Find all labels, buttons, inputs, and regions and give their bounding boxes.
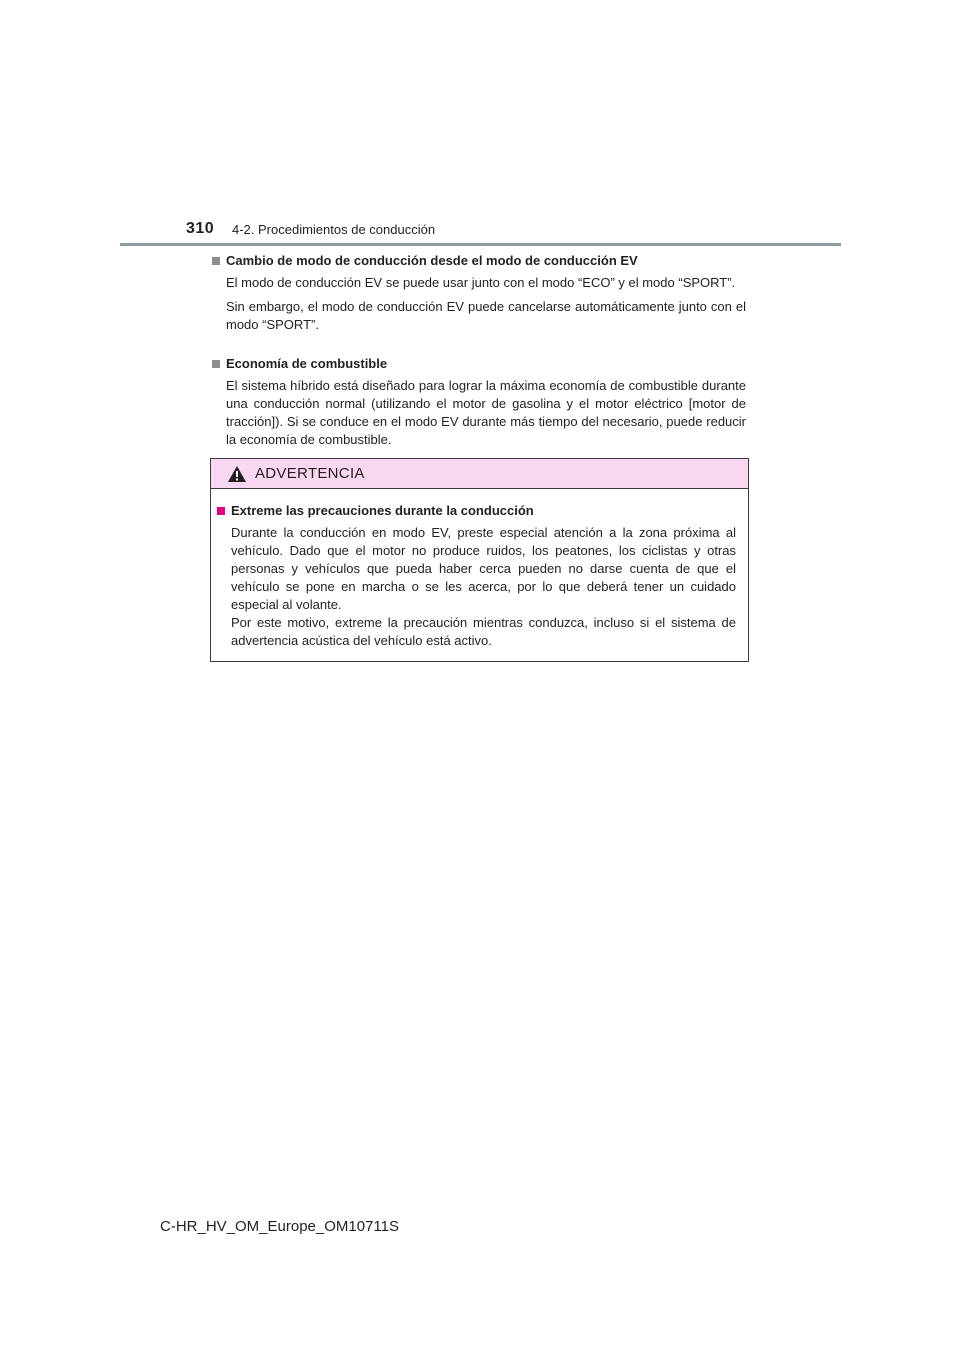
document-code: C-HR_HV_OM_Europe_OM10711S bbox=[160, 1218, 399, 1235]
square-bullet-icon bbox=[212, 360, 220, 368]
paragraph: Sin embargo, el modo de conducción EV puede cancelarse automáticamente junto con el modo “SPORT”. bbox=[226, 299, 746, 332]
warning-title: ADVERTENCIA bbox=[255, 465, 365, 482]
square-bullet-icon bbox=[212, 257, 220, 265]
warning-body bbox=[211, 489, 748, 650]
warning-box bbox=[210, 458, 749, 662]
warning-heading-text: Extreme las precauciones durante la conducción bbox=[231, 503, 534, 518]
warning-heading bbox=[217, 502, 740, 520]
section-fuel-economy bbox=[212, 355, 746, 449]
section-heading bbox=[212, 252, 746, 270]
warning-triangle-icon bbox=[227, 465, 247, 483]
paragraph: El modo de conducción EV se puede usar junto con el modo “ECO” y el modo “SPORT”. bbox=[226, 275, 736, 290]
section-heading-text: Cambio de modo de conducción desde el modo de conducción EV bbox=[226, 253, 638, 268]
square-bullet-icon bbox=[217, 507, 225, 515]
header-rule bbox=[120, 243, 841, 246]
section-ev-mode-change bbox=[212, 252, 746, 334]
paragraph: El sistema híbrido está diseñado para lograr la máxima economía de combustible durante una conducción normal (utilizando el motor de gasolina y el motor eléctrico [motor de tracción]). Si se conduce en el modo EV durante más tiempo del necesario, puede reducir la economía de combustible. bbox=[226, 378, 746, 447]
section-title: 4-2. Procedimientos de conducción bbox=[232, 222, 436, 237]
page-number: 310 bbox=[186, 220, 215, 237]
warning-paragraph: Durante la conducción en modo EV, preste especial atención a la zona próxima al vehículo. Dado que el motor no produce ruidos, los peatones, los ciclistas y otras personas y vehículos que pueda haber cerca pueden no darse cuenta de que el vehículo se pone en marcha o se les acerca, por lo que deberá tener un cuidado especial al volante. bbox=[231, 525, 736, 612]
section-heading bbox=[212, 355, 746, 373]
warning-paragraph: Por este motivo, extreme la precaución mientras conduzca, incluso si el sistema de advertencia acústica del vehículo está activo. bbox=[231, 615, 736, 648]
section-heading-text: Economía de combustible bbox=[226, 356, 388, 371]
warning-header bbox=[211, 459, 748, 489]
